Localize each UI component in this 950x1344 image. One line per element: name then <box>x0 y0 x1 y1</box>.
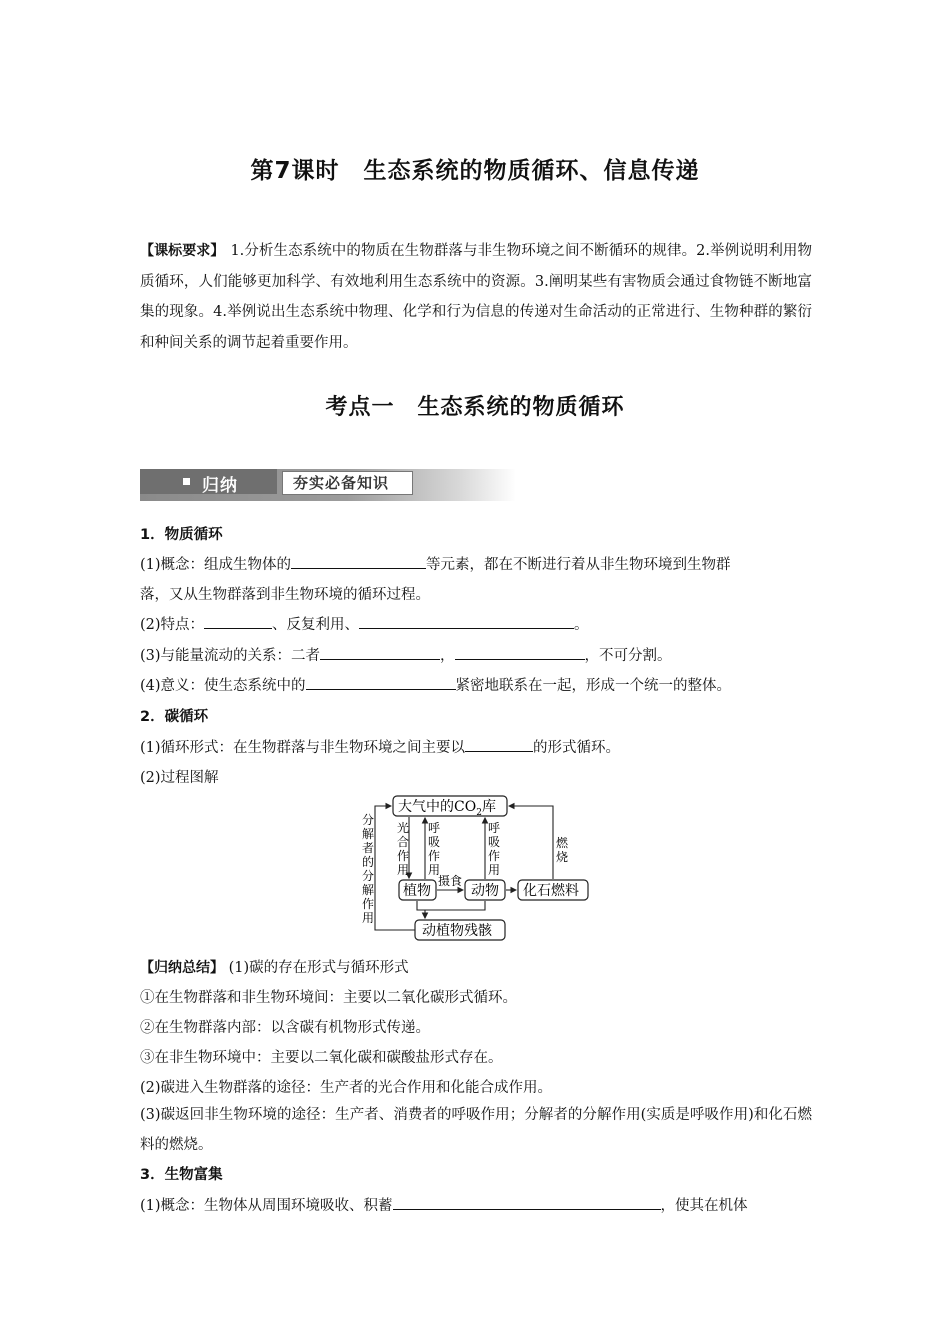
paragraph-biomagnification-concept: (1)概念：生物体从周围环境吸收、积蓄 ，使其在机体 <box>140 1194 748 1215</box>
carbon-cycle-diagram <box>355 792 605 944</box>
paragraph-concept: (1)概念：组成生物体的 等元素，都在不断进行着从非生物环境到生物群 <box>140 553 731 574</box>
banner-subtitle: 夯实必备知识 <box>293 474 390 492</box>
summary-line-3: ②在生物群落内部：以含碳有机物形式传递。 <box>140 1020 430 1036</box>
remains-label: 动植物残骸 <box>422 923 492 939</box>
heading-biomagnification: 3．生物富集 <box>140 1167 223 1183</box>
summary-line-1: 【归纳总结】 (1)碳的存在形式与循环形式 <box>140 960 409 976</box>
animal-label: 动物 <box>471 883 499 899</box>
decomposer-label: 分解者的分解作用 <box>362 813 375 925</box>
fill-blank[interactable] <box>465 737 533 752</box>
page-title: 第7课时 生态系统的物质循环、信息传递 <box>250 158 700 184</box>
banner-label: 归纳 <box>202 476 238 496</box>
curriculum-requirements <box>140 236 812 358</box>
paragraph-relation: (3)与能量流动的关系：二者 ， ，不可分割。 <box>140 644 672 665</box>
requirements-text: 1.分析生态系统中的物质在生物群落与非生物环境之间不断循环的规律。2.举例说明利用物质循环，人们能够更加科学、有效地利用生态系统中的资源。3.阐明某些有害物质会通过食物链不断地富集的现象。4.举例说出生态系统中物理、化学和行为信息的传递对生命活动的正常进行、生物种群的繁衍和种间关系的调节起着重要作用。 <box>140 243 813 351</box>
fill-blank[interactable] <box>455 645 585 660</box>
paragraph-process-diagram: (2)过程图解 <box>140 770 219 786</box>
fill-blank[interactable] <box>306 675 456 690</box>
fossil-fuel-label: 化石燃料 <box>523 883 579 899</box>
requirements-tag: 【课标要求】 <box>140 243 225 259</box>
fill-blank[interactable] <box>204 614 272 629</box>
photosynthesis-label: 光合作用 <box>397 821 410 877</box>
paragraph-feature: (2)特点： 、反复利用、 。 <box>140 613 589 634</box>
fill-blank[interactable] <box>393 1195 661 1210</box>
summary-line-2: ①在生物群落和非生物环境间：主要以二氧化碳形式循环。 <box>140 990 517 1006</box>
summary-banner <box>140 469 516 501</box>
heading-material-cycle: 1．物质循环 <box>140 527 223 543</box>
plant-respiration-label: 呼吸作用 <box>428 821 441 877</box>
fill-blank[interactable] <box>320 645 440 660</box>
plant-label: 植物 <box>403 883 431 899</box>
ingestion-label: 摄食 <box>438 874 463 888</box>
heading-carbon-cycle: 2．碳循环 <box>140 709 209 725</box>
atmosphere-label: 大气中的$CO_2$库 <box>398 799 496 818</box>
paragraph-significance: (4)意义：使生态系统中的 紧密地联系在一起，形成一个统一的整体。 <box>140 674 731 695</box>
summary-line-6: (3)碳返回非生物环境的途径：生产者、消费者的呼吸作用；分解者的分解作用(实质是呼吸作用)和化石燃料的燃烧。 <box>140 1107 812 1153</box>
section-title: 考点一 生态系统的物质循环 <box>325 395 625 420</box>
summary-line-4: ③在非生物环境中：主要以二氧化碳和碳酸盐形式存在。 <box>140 1050 503 1066</box>
paragraph-concept-cont: 落，又从生物群落到非生物环境的循环过程。 <box>140 587 430 603</box>
combustion-label: 燃烧 <box>556 836 569 864</box>
fill-blank[interactable] <box>291 554 426 569</box>
animal-respiration-label: 呼吸作用 <box>488 821 501 877</box>
paragraph-cycle-form: (1)循环形式：在生物群落与非生物环境之间主要以 的形式循环。 <box>140 736 620 757</box>
fill-blank[interactable] <box>359 614 574 629</box>
square-bullet-icon <box>183 478 190 485</box>
summary-line-5: (2)碳进入生物群落的途径：生产者的光合作用和化能合成作用。 <box>140 1080 553 1096</box>
